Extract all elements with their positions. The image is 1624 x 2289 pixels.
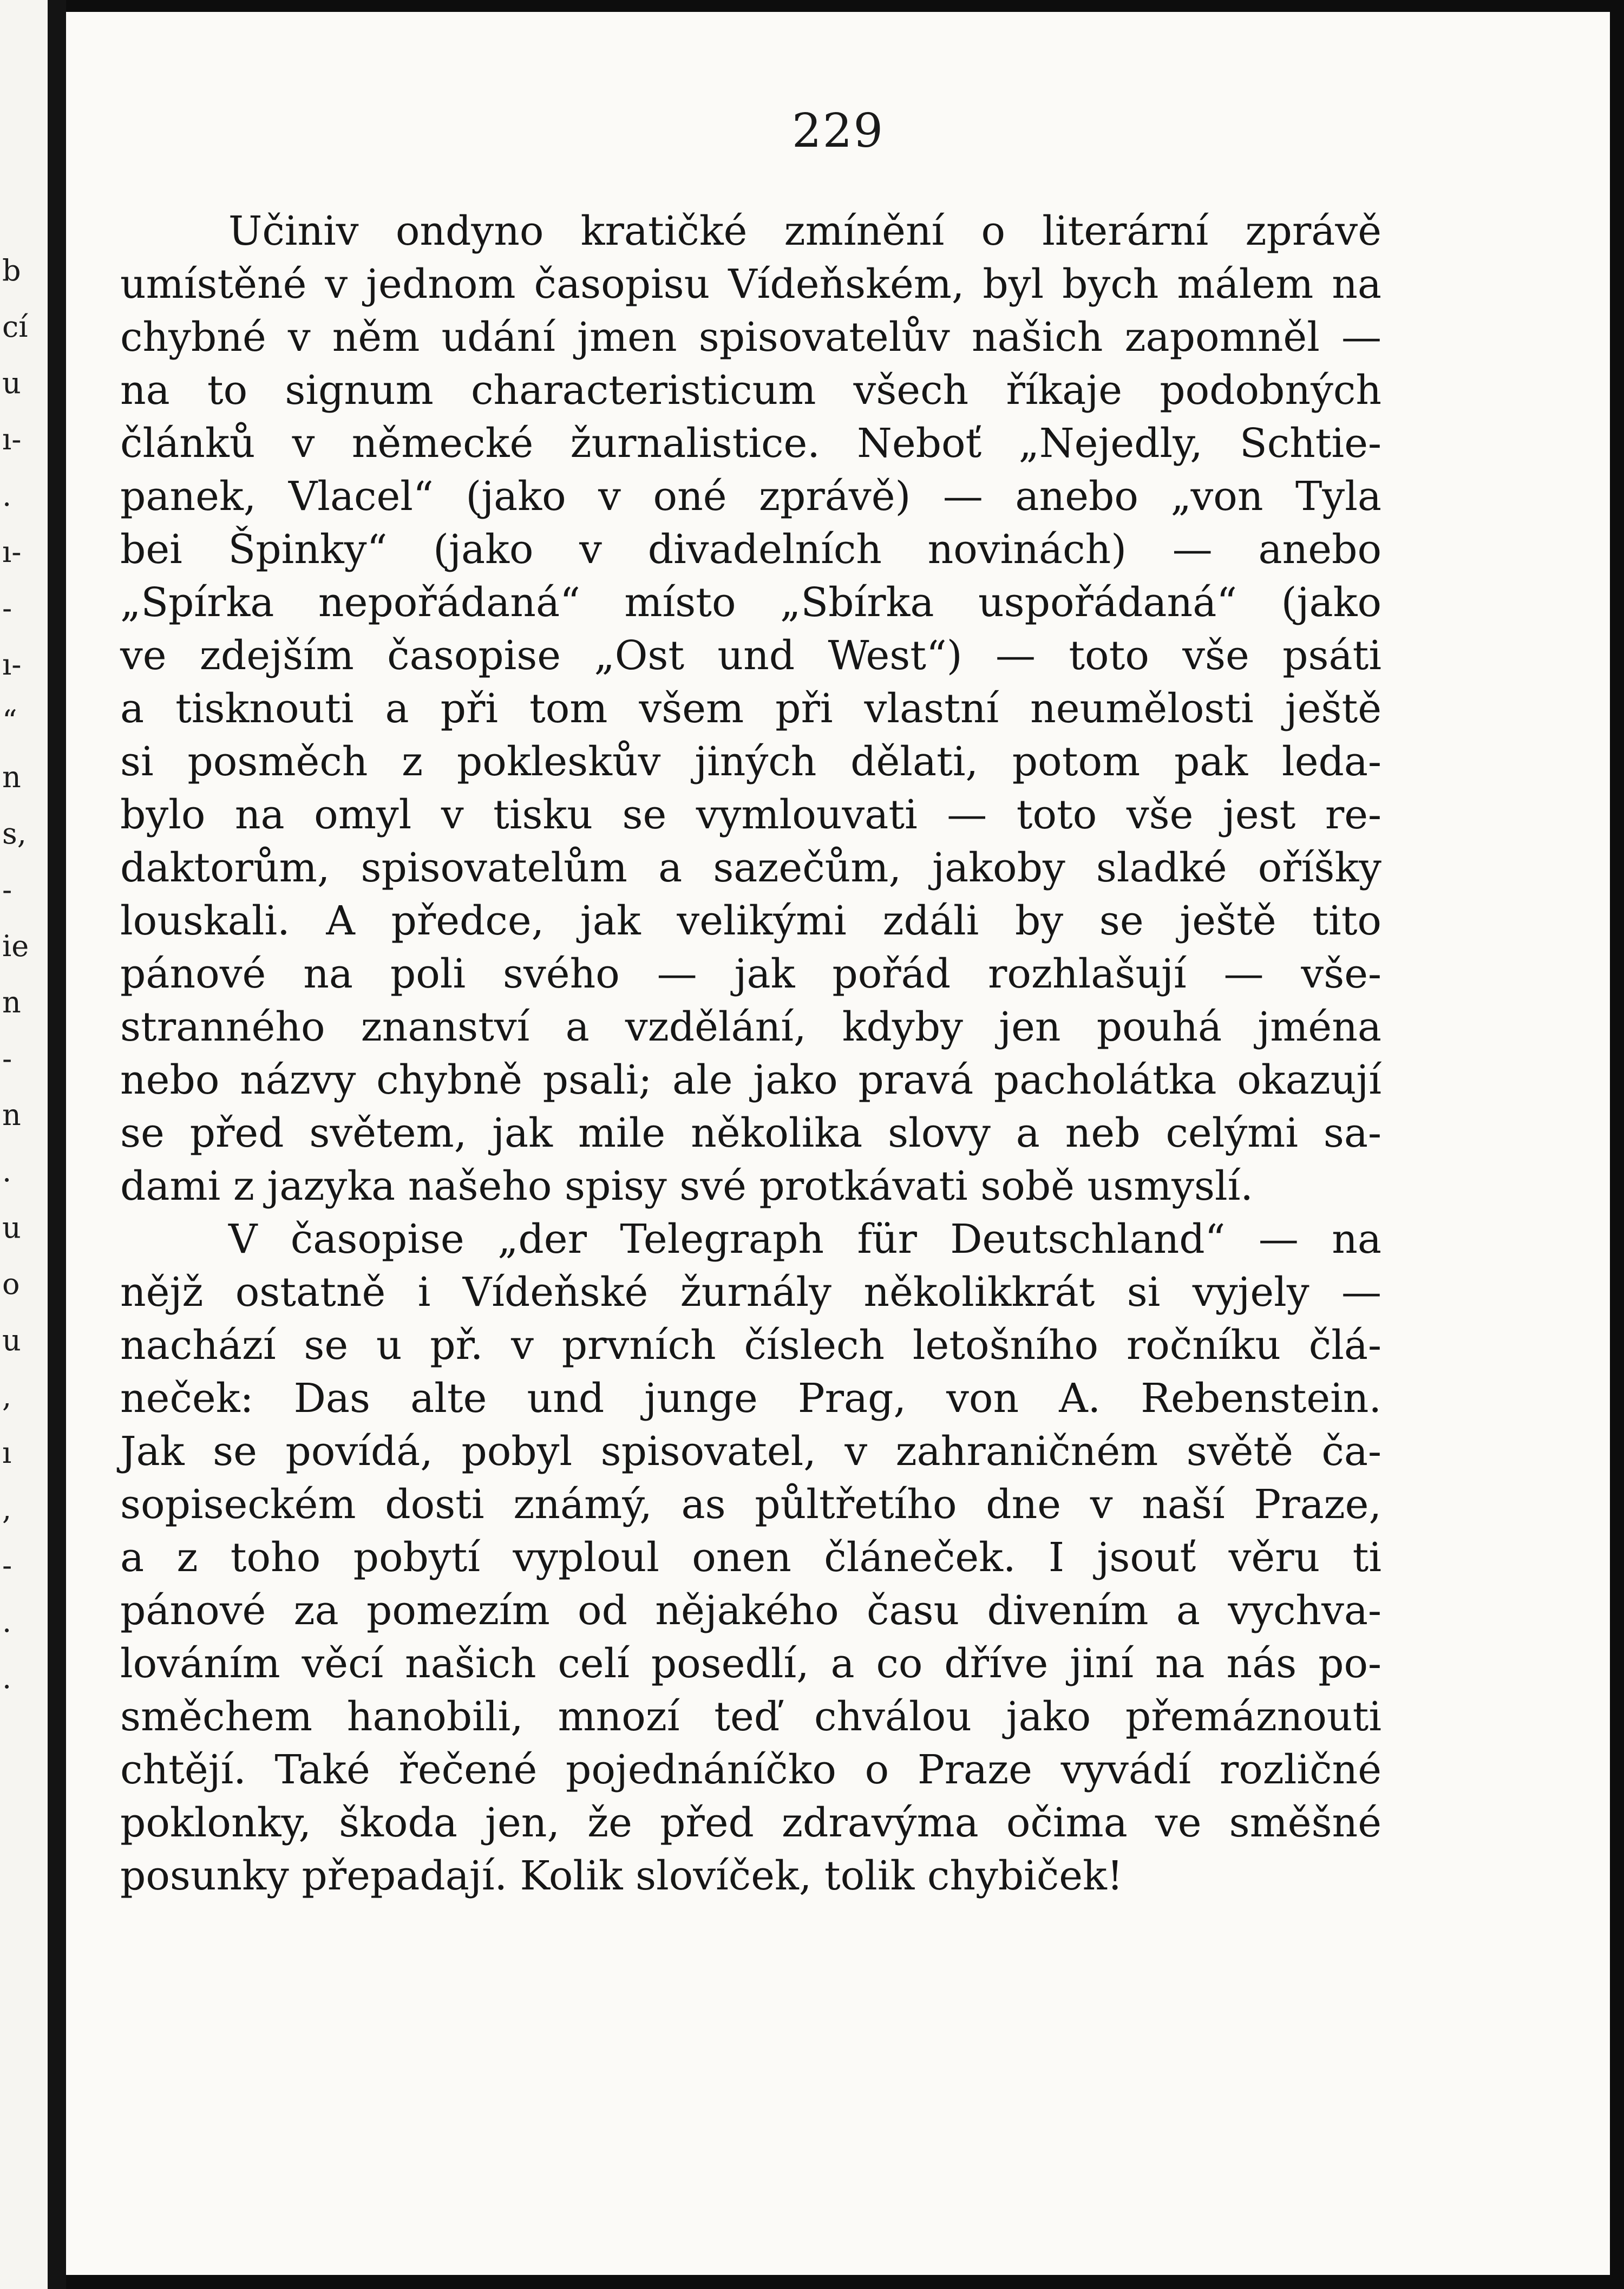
margin-fragment: ı- [2, 423, 22, 456]
text-line: chybné v něm udání jmen spisovatelův našich zapomněl — [120, 314, 1381, 361]
text-line: V časopise „der Telegraph für Deutschland“ — na [228, 1216, 1381, 1263]
text-line: pánové na poli svého — jak pořád rozhlašují — vše- [120, 951, 1381, 997]
text-line: sopiseckém dosti známý, as půltřetího dne v naší Praze, [120, 1481, 1381, 1528]
margin-fragment: o [2, 1268, 20, 1300]
margin-fragment: ı- [2, 649, 22, 681]
text-line: „Spírka nepořádaná“ místo „Sbírka uspořádaná“ (jako [120, 579, 1381, 626]
text-line: na to signum characteristicum všech říkaje podobných [120, 367, 1381, 414]
margin-fragment: . [2, 480, 12, 512]
margin-fragment: n [2, 1099, 21, 1132]
text-line: a tisknouti a při tom všem při vlastní neumělosti ještě [120, 685, 1381, 732]
margin-fragment: n [2, 761, 21, 794]
book-gutter [48, 0, 66, 2289]
text-line: bylo na omyl v tisku se vymlouvati — toto vše jest re- [120, 792, 1381, 838]
text-line: článků v německé žurnalistice. Neboť „Nejedly, Schtie- [120, 420, 1381, 467]
text-line: bei Špinky“ (jako v divadelních novinách) — anebo [120, 526, 1381, 573]
text-line: nebo názvy chybně psali; ale jako pravá pacholátka okazují [120, 1057, 1381, 1103]
margin-fragment: ı- [2, 536, 22, 568]
margin-fragment: u [2, 1324, 21, 1357]
text-line: pánové za pomezím od nějakého času divením a vychva- [120, 1587, 1381, 1634]
margin-fragment: . [2, 1606, 12, 1638]
text-line: ve zdejším časopise „Ost und West“) — toto vše psáti [120, 632, 1381, 679]
margin-fragment: , [2, 1381, 12, 1413]
text-line: chtějí. Také řečené pojednáníčko o Praze vyvádí rozličné [120, 1747, 1381, 1793]
text-line: posunky přepadají. Kolik slovíček, tolik chybiček! [120, 1853, 1123, 1899]
text-line: Jak se povídá, pobyl spisovatel, v zahraničném světě ča- [120, 1428, 1381, 1475]
text-line: Učiniv ondyno kratičké zmínění o literární zprávě [228, 208, 1381, 254]
margin-fragment: . [2, 1662, 12, 1695]
text-line: nějž ostatně i Vídeňské žurnály několikkrát si vyjely — [120, 1269, 1381, 1316]
previous-page-margin [0, 0, 48, 2289]
margin-fragment: ie [2, 930, 29, 963]
margin-fragment: u [2, 1212, 21, 1244]
text-line: neček: Das alte und junge Prag, von A. Rebenstein. [120, 1375, 1381, 1422]
text-line: daktorům, spisovatelům a sazečům, jakoby sladké oříšky [120, 845, 1381, 891]
text-line: louskali. A předce, jak velikými zdáli by se ještě tito [120, 898, 1381, 944]
text-line: poklonky, škoda jen, že před zdravýma očima ve směšné [120, 1800, 1381, 1846]
margin-fragment: - [2, 874, 12, 906]
text-line: směchem hanobili, mnozí teď chválou jako přemáznouti [120, 1693, 1381, 1740]
margin-fragment: “ [2, 705, 17, 737]
margin-fragment: b [2, 254, 21, 287]
margin-fragment: . [2, 1155, 12, 1188]
text-line: nachází se u př. v prvních číslech letošního ročníku člá- [120, 1322, 1381, 1369]
text-line: dami z jazyka našeho spisy své protkávati sobě usmyslí. [120, 1163, 1253, 1209]
margin-fragment: - [2, 592, 12, 625]
margin-fragment: s, [2, 818, 27, 850]
margin-fragment: - [2, 1043, 12, 1075]
text-line: si posměch z pokleskův jiných dělati, potom pak leda- [120, 738, 1381, 785]
text-line: lováním věcí našich celí posedlí, a co dříve jiní na nás po- [120, 1640, 1381, 1687]
text-line: stranného znanství a vzdělání, kdyby jen pouhá jména [120, 1004, 1381, 1050]
page-sheet [66, 12, 1610, 2275]
text-line: umístěné v jednom časopisu Vídeňském, byl bych málem na [120, 261, 1381, 308]
margin-fragment: cí [2, 311, 28, 343]
margin-fragment: n [2, 986, 21, 1019]
margin-fragment: , [2, 1493, 12, 1526]
page-number: 229 [791, 104, 885, 158]
margin-fragment: - [2, 1549, 12, 1582]
margin-fragment: u [2, 367, 21, 400]
text-line: se před světem, jak mile několika slovy a neb celými sa- [120, 1110, 1381, 1156]
text-line: a z toho pobytí vyploul onen článeček. I jsouť věru ti [120, 1534, 1381, 1581]
margin-fragment: ı [2, 1437, 12, 1469]
text-line: panek, Vlacel“ (jako v oné zprávě) — anebo „von Tyla [120, 473, 1381, 520]
